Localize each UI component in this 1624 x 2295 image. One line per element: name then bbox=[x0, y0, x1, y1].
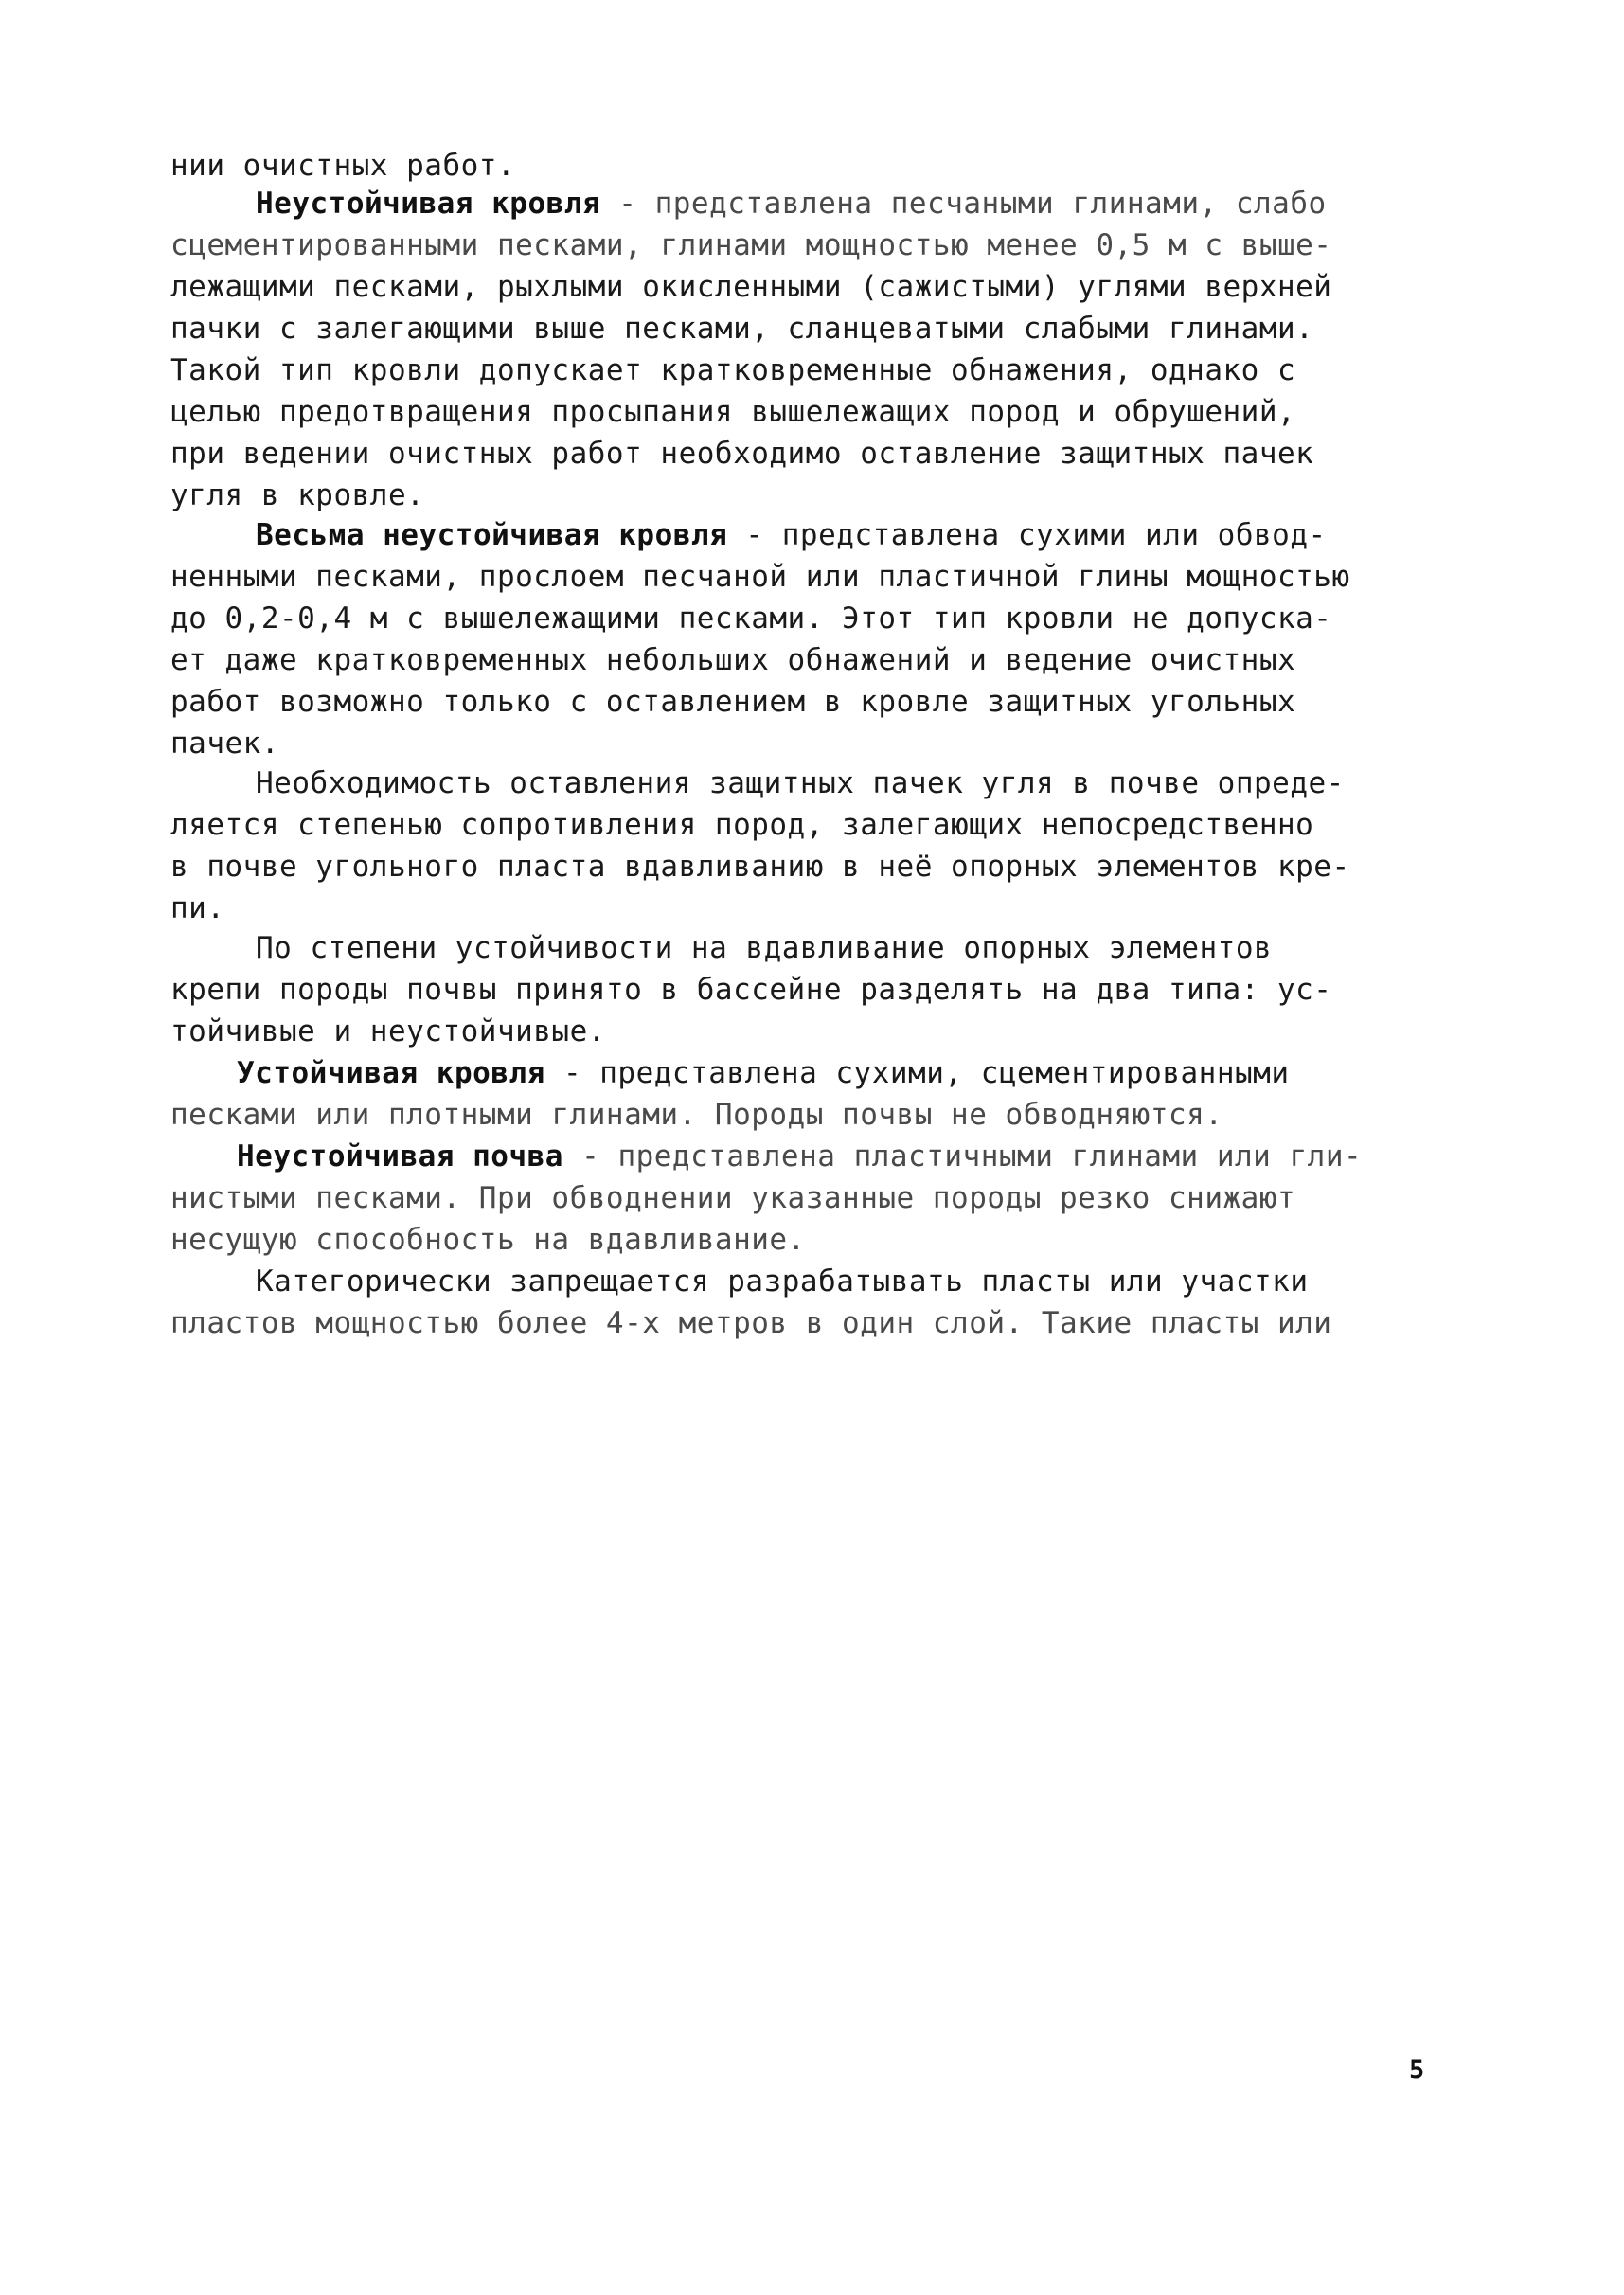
term-unstable-floor: Неустойчивая почва bbox=[237, 1139, 563, 1174]
text-line: целью предотвращения просыпания вышележащих пород и обрушений, bbox=[170, 395, 1296, 429]
paragraph-unstable-floor-line bbox=[237, 1139, 1363, 1174]
text-line: ет даже кратковременных небольших обнажений и ведение очистных bbox=[170, 643, 1296, 677]
definition-text: - представлена песчаными глинами, слабо bbox=[600, 187, 1327, 221]
text-line: до 0,2-0,4 м с вышележащими песками. Этот тип кровли не допуска- bbox=[170, 601, 1332, 636]
paragraph-unstable-roof-line bbox=[256, 189, 1327, 219]
text-line: По степени устойчивости на вдавливание опорных элементов bbox=[256, 931, 1273, 965]
text-line: Такой тип кровли допускает кратковременные обнажения, однако с bbox=[170, 353, 1296, 387]
text-line: крепи породы почвы принято в бассейне разделять на два типа: ус- bbox=[170, 973, 1332, 1007]
text-line: тойчивые и неустойчивые. bbox=[170, 1014, 606, 1049]
page-number: 5 bbox=[1409, 2055, 1425, 2085]
text-line: сцементированными песками, глинами мощностью менее 0,5 м с выше- bbox=[170, 228, 1332, 262]
definition-text: - представлена сухими, сцементированными bbox=[544, 1056, 1290, 1090]
text-line: пи. bbox=[170, 891, 225, 925]
text-line: несущую способность на вдавливание. bbox=[170, 1223, 806, 1257]
text-line: пластов мощностью более 4-х метров в один слой. Такие пласты или bbox=[170, 1306, 1332, 1340]
text-line: ненными песками, прослоем песчаной или пластичной глины мощностью bbox=[170, 560, 1350, 594]
term-unstable-roof: Неустойчивая кровля bbox=[256, 187, 601, 221]
text-line: при ведении очистных работ необходимо оставление защитных пачек bbox=[170, 437, 1314, 471]
definition-text: - представлена сухими или обвод- bbox=[727, 518, 1327, 552]
text-line: ляется степенью сопротивления пород, залегающих непосредственно bbox=[170, 808, 1314, 842]
text-line: песками или плотными глинами. Породы почвы не обводняются. bbox=[170, 1098, 1223, 1132]
text-line: угля в кровле. bbox=[170, 478, 425, 512]
text-line: работ возможно только с оставлением в кровле защитных угольных bbox=[170, 685, 1296, 719]
text-line: Необходимость оставления защитных пачек угля в почве опреде- bbox=[256, 766, 1345, 800]
term-stable-roof: Устойчивая кровля bbox=[237, 1056, 545, 1090]
text-line: лежащими песками, рыхлыми окисленными (сажистыми) углями верхней bbox=[170, 270, 1332, 304]
paragraph-stable-roof-line bbox=[237, 1056, 1290, 1090]
text-line: пачек. bbox=[170, 726, 279, 761]
text-line: Категорически запрещается разрабатывать пласты или участки bbox=[256, 1264, 1309, 1299]
text-line: нистыми песками. При обводнении указанные породы резко снижают bbox=[170, 1181, 1296, 1215]
text-line: пачки с залегающими выше песками, сланцеватыми слабыми глинами. bbox=[170, 312, 1314, 346]
text-line: нии очистных работ. bbox=[170, 149, 516, 183]
definition-text: - представлена пластичными глинами или гли- bbox=[562, 1139, 1363, 1174]
paragraph-very-unstable-roof-line bbox=[256, 518, 1327, 552]
term-very-unstable-roof: Весьма неустойчивая кровля bbox=[256, 518, 728, 552]
text-line: в почве угольного пласта вдавливанию в неё опорных элементов кре- bbox=[170, 850, 1350, 884]
